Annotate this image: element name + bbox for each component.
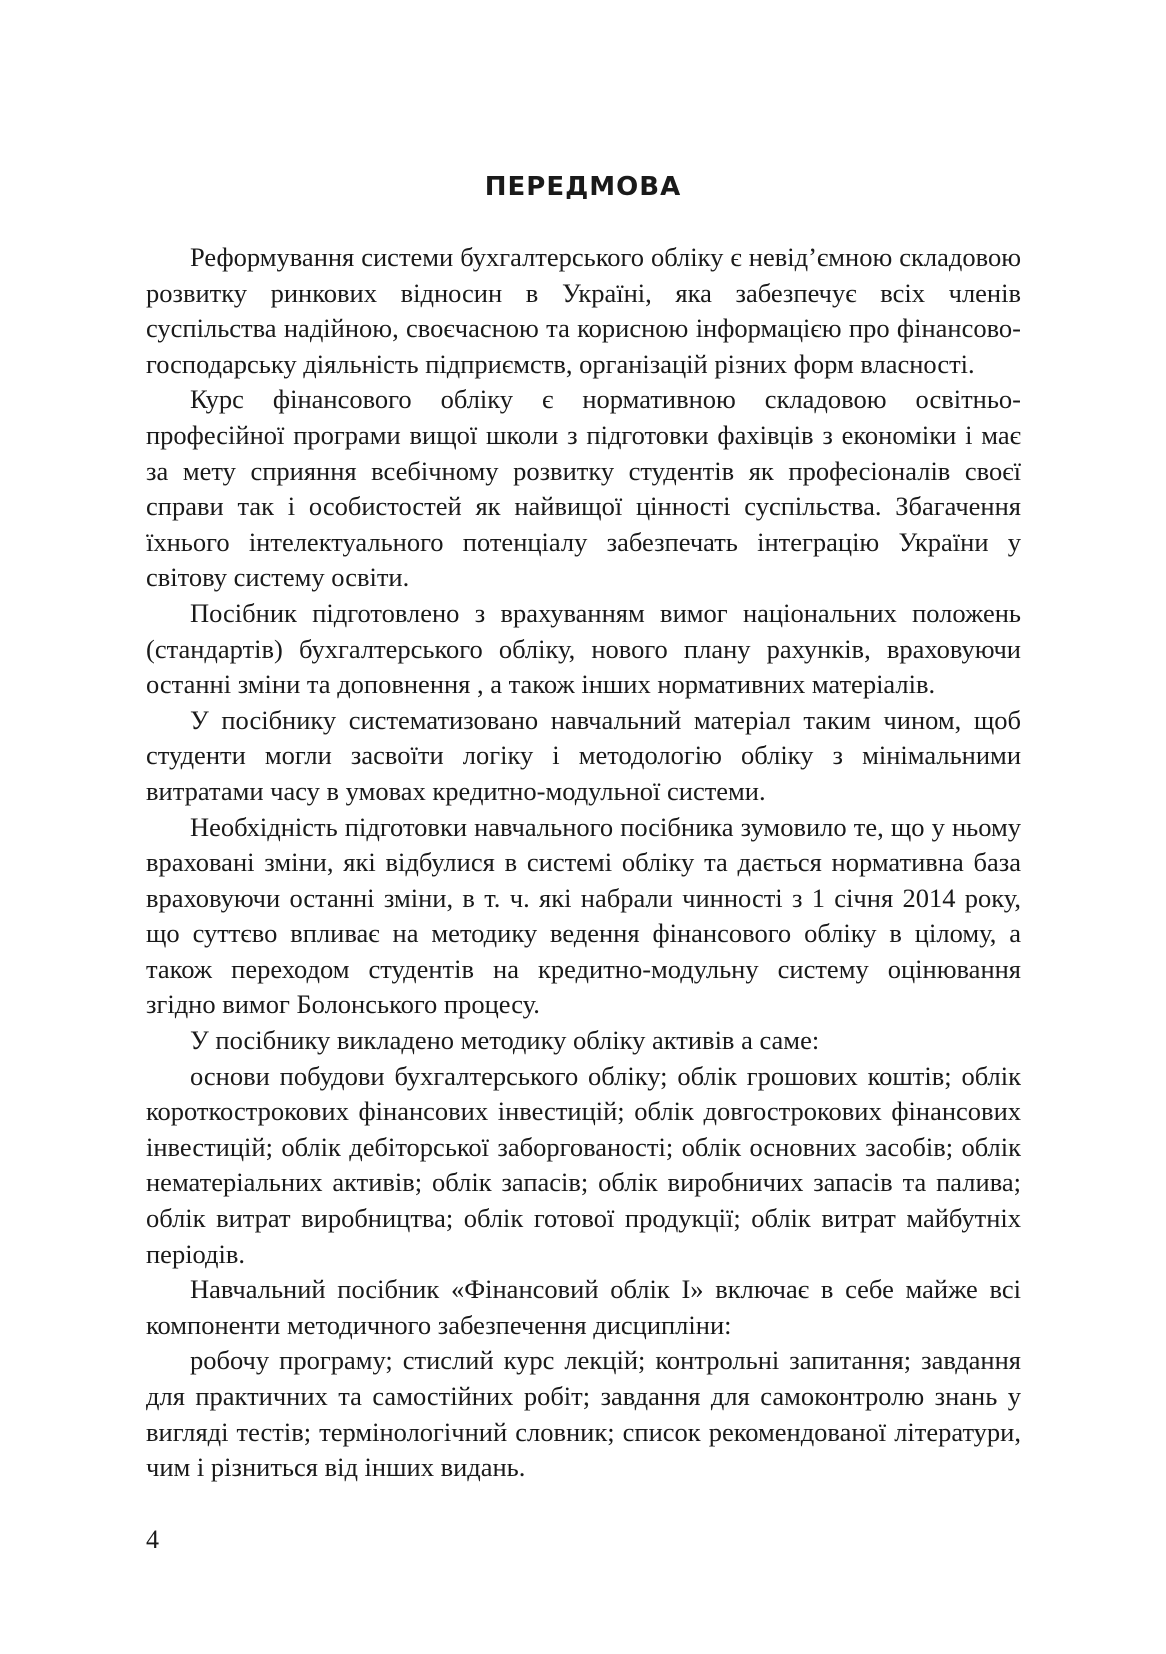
page-number: 4 bbox=[146, 1525, 159, 1554]
paragraph-4: У посібнику систематизовано навчальний матеріал таким чином, щоб студенти могли засвоїти логіку і методологію обліку з мінімальними витратами часу в умовах кредитно-модульної системи. bbox=[146, 704, 1021, 806]
page-title: ПЕРЕДМОВА bbox=[484, 172, 682, 202]
paragraph-7: основи побудови бухгалтерського обліку; облік грошових коштів; облік короткострокових фінансових інвестицій; облік довгострокових фінансових інвестицій; облік дебіторської заборгованості; облік основних засобів; облік нематеріальних активів; облік запасів; облік виробничих запасів та палива; облік витрат виробництва; облік готової продукції; облік витрат майбутніх періодів. bbox=[146, 1060, 1021, 1269]
paragraph-6: У посібнику викладено методику обліку активів а саме: bbox=[190, 1025, 820, 1056]
paragraph-3: Посібник підготовлено з врахуванням вимог національних положень (стандартів) бухгалтерського обліку, нового плану рахунків, враховуючи останні зміни та доповнення , а також інших нормативних матеріалів. bbox=[146, 597, 1021, 700]
paragraph-2: Курс фінансового обліку є нормативною складовою освітньо-професійної програми вищої школи з підготовки фахівців з економіки і має за мету сприяння всебічному розвитку студентів як професіоналів своєї справи так і особистостей як найвищої цінності суспільства. Збагачення їхнього інтелектуального потенціалу забезпечать інтеграцію України у світову систему освіти. bbox=[146, 384, 1021, 593]
paragraph-1: Реформування системи бухгалтерського обліку є невід’ємною складовою розвитку ринкових відносин в Україні, яка забезпечує всіх членів суспільства надійною, своєчасною та корисною інформацією про фінансово-господарську діяльність підприємств, організацій різних форм власності. bbox=[146, 242, 1021, 379]
paragraph-8: Навчальний посібник «Фінансовий облік І» включає в себе майже всі компоненти методичного забезпечення дисципліни: bbox=[146, 1274, 1021, 1340]
preface-body bbox=[146, 240, 1021, 1486]
paragraph-5: Необхідність підготовки навчального посібника зумовило те, що у ньому враховані зміни, які відбулися в системі обліку та дається нормативна база враховуючи останні зміни, в т. ч. які набрали чинності з 1 січня 2014 року, що суттєво впливає на методику ведення фінансового обліку в цілому, а також переходом студентів на кредитно-модульну систему оцінювання згідно вимог Болонського процесу. bbox=[146, 811, 1021, 1020]
paragraph-9: робочу програму; стислий курс лекцій; контрольні запитання; завдання для практичних та самостійних робіт; завдання для самоконтролю знань у вигляді тестів; термінологічний словник; список рекомендованої літератури, чим і різниться від інших видань. bbox=[146, 1345, 1021, 1483]
